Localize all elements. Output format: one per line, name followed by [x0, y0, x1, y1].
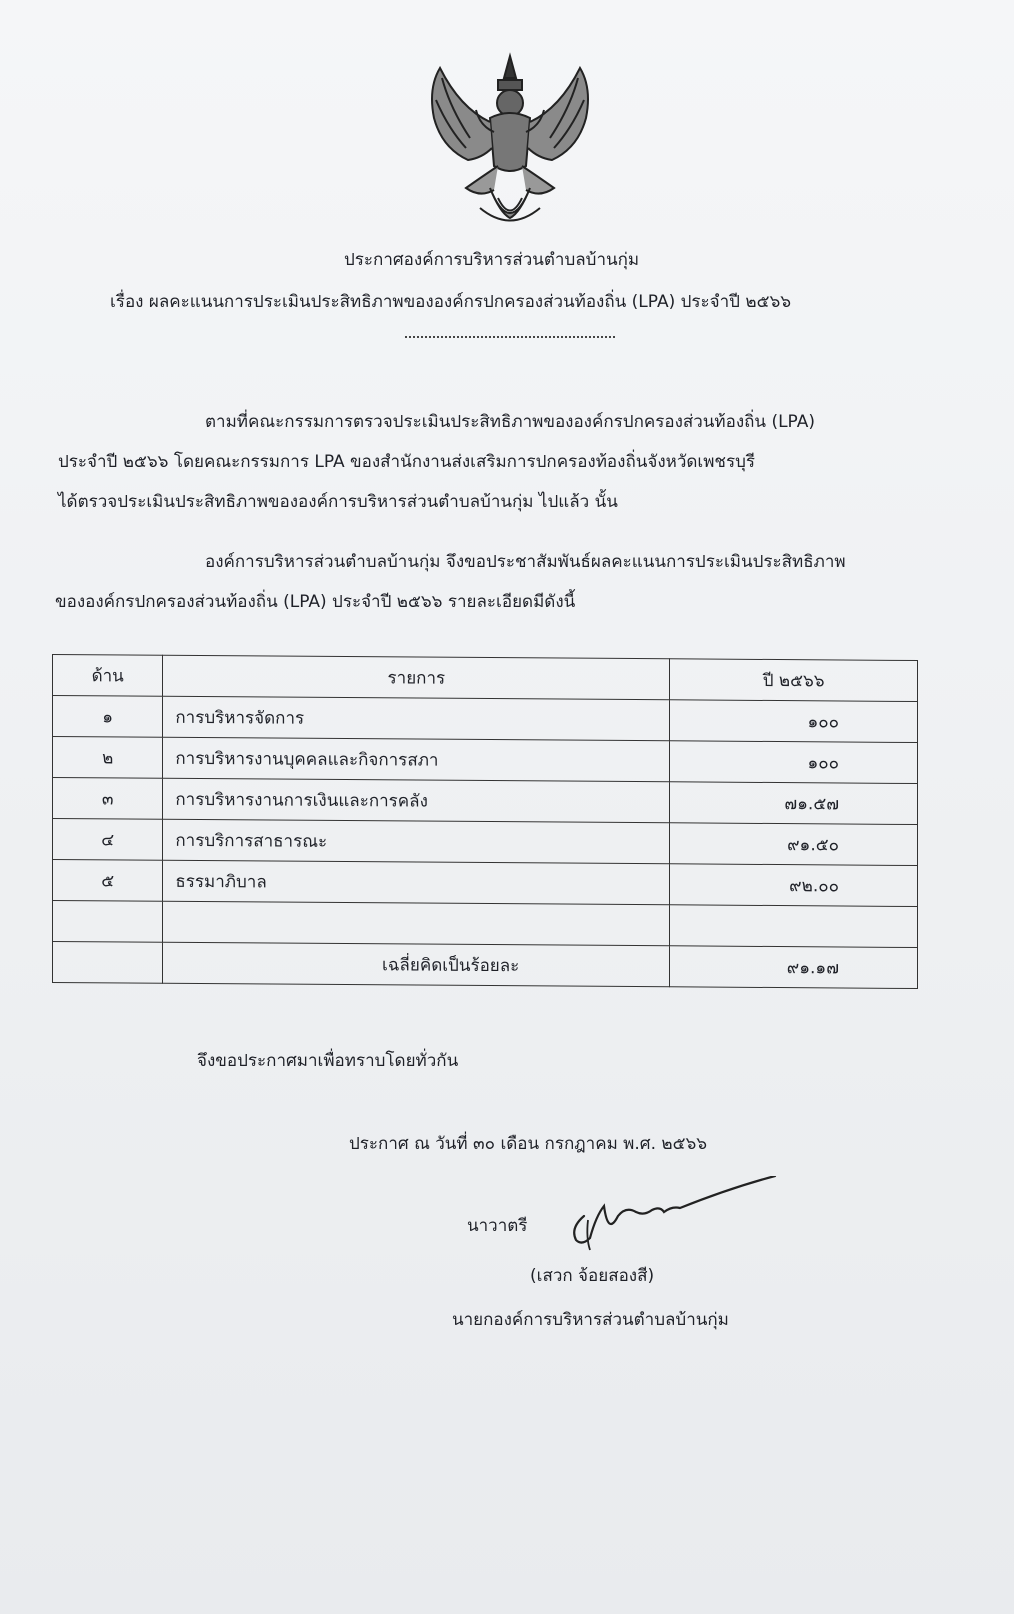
row-item: ธรรมาภิบาล — [163, 860, 670, 905]
header-year: ปี ๒๕๖๖ — [670, 659, 918, 702]
closing-statement: จึงขอประกาศมาเพื่อทราบโดยทั่วกัน — [197, 1051, 459, 1071]
table-row — [53, 777, 918, 824]
signer-position: นายกองค์การบริหารส่วนตำบลบ้านกุ่ม — [452, 1310, 729, 1330]
separator-line — [405, 336, 615, 338]
row-item: การบริหารงานการเงินและการคลัง — [163, 778, 670, 823]
table-header-row — [53, 654, 918, 701]
table-empty-row — [53, 900, 918, 947]
header-aspect: ด้าน — [53, 654, 163, 696]
empty-cell — [53, 941, 163, 983]
signer-rank: นาวาตรี — [467, 1216, 528, 1236]
paragraph-2-line-1: องค์การบริหารส่วนตำบลบ้านกุ่ม จึงขอประชาสัมพันธ์ผลคะแนนการประเมินประสิทธิภาพ — [205, 552, 846, 572]
paragraph-1-line-3: ได้ตรวจประเมินประสิทธิภาพขององค์การบริหารส่วนตำบลบ้านกุ่ม ไปแล้ว นั้น — [58, 492, 618, 512]
row-item: การบริหารจัดการ — [163, 696, 670, 741]
document-subject: เรื่อง ผลคะแนนการประเมินประสิทธิภาพขององค์กรปกครองส่วนท้องถิ่น (LPA) ประจำปี ๒๕๖๖ — [110, 292, 792, 312]
row-score: ๗๑.๕๗ — [670, 782, 918, 825]
paragraph-2-line-2: ขององค์กรปกครองส่วนท้องถิ่น (LPA) ประจำปี ๒๕๖๖ รายละเอียดมีดังนี้ — [55, 592, 576, 612]
row-number: ๒ — [53, 736, 163, 778]
signer-name: (เสวก จ้อยสองสี) — [530, 1266, 655, 1286]
empty-cell — [53, 900, 163, 942]
row-number: ๓ — [53, 777, 163, 819]
row-item: การบริการสาธารณะ — [163, 819, 670, 864]
row-number: ๑ — [53, 695, 163, 737]
document-title: ประกาศองค์การบริหารส่วนตำบลบ้านกุ่ม — [344, 250, 640, 270]
empty-cell — [670, 905, 918, 948]
table-average-row — [53, 941, 918, 988]
paragraph-1-line-2: ประจำปี ๒๕๖๖ โดยคณะกรรมการ LPA ของสำนักงานส่งเสริมการปกครองท้องถิ่นจังหวัดเพชรบุรี — [58, 452, 756, 472]
paragraph-1-line-1: ตามที่คณะกรรมการตรวจประเมินประสิทธิภาพขององค์กรปกครองส่วนท้องถิ่น (LPA) — [205, 412, 815, 432]
table-row — [53, 736, 918, 783]
average-label: เฉลี่ยคิดเป็นร้อยละ — [163, 942, 670, 987]
table-row — [53, 818, 918, 865]
row-score: ๑๐๐ — [670, 741, 918, 784]
row-number: ๔ — [53, 818, 163, 860]
signature-mark — [560, 1176, 780, 1256]
row-score: ๙๑.๕๐ — [670, 823, 918, 866]
row-score: ๙๒.๐๐ — [670, 864, 918, 907]
row-number: ๕ — [53, 859, 163, 901]
table-row — [53, 859, 918, 906]
average-value: ๙๑.๑๗ — [670, 946, 918, 989]
row-score: ๑๐๐ — [670, 700, 918, 743]
empty-cell — [163, 901, 670, 946]
scores-table — [52, 654, 918, 989]
header-item: รายการ — [163, 655, 670, 700]
announcement-date: ประกาศ ณ วันที่ ๓๐ เดือน กรกฎาคม พ.ศ. ๒๕๖๖ — [349, 1134, 708, 1154]
table-row — [53, 695, 918, 742]
garuda-emblem-icon — [420, 48, 600, 238]
row-item: การบริหารงานบุคคลและกิจการสภา — [163, 737, 670, 782]
